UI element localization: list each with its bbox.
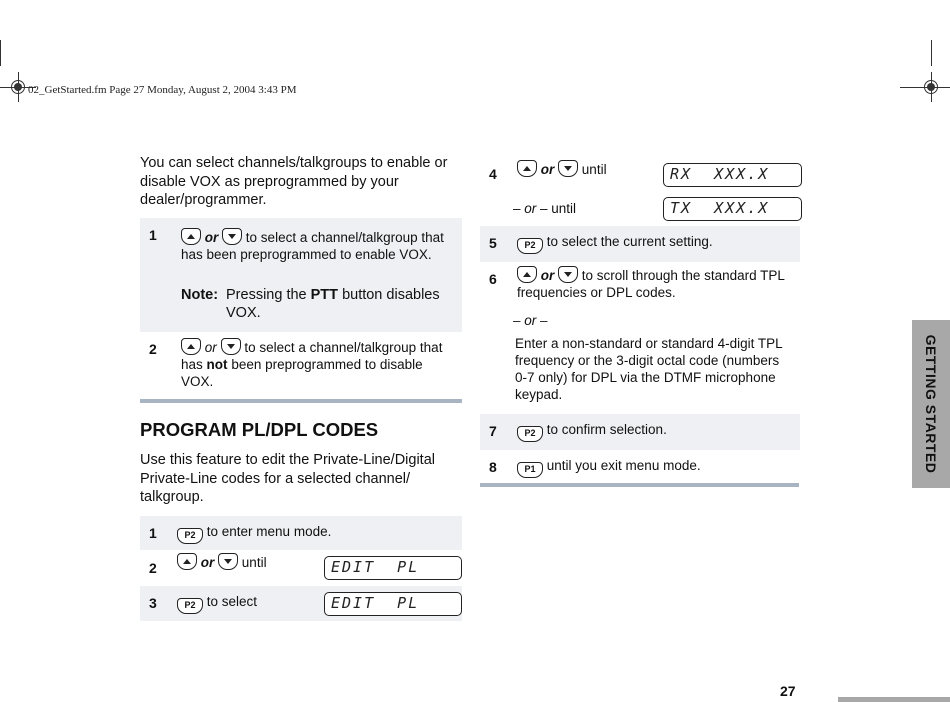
step-number: 1 [149,227,157,243]
step-text: P2 to enter menu mode. [177,523,457,544]
footer-bar [838,697,950,702]
down-arrow-button-icon [558,266,578,283]
top-rule-left [0,40,1,66]
p2-button-icon: P2 [517,426,543,442]
crop-mark-icon [900,72,950,102]
page-number: 27 [780,683,796,699]
alt-text-2: Enter a non-standard or standard 4-digit TPL frequency or the 3-digit octal code (numbers 0-7 only) for DPL via the DTMF microphone keypad. [515,336,783,402]
up-arrow-button-icon [177,553,197,570]
step-text: P2 to confirm selection. [517,421,797,442]
step-text: or to select a channel/talkgroup that has been preprogrammed to enable VOX. [181,230,444,262]
step-number: 8 [489,459,497,475]
step-number: 5 [489,235,497,251]
vox-step-2 [140,332,462,400]
side-tab-label: GETTING STARTED [923,334,939,474]
up-arrow-button-icon [181,338,201,355]
down-arrow-button-icon [558,160,578,177]
program-step-2 [140,550,462,586]
section-rule [480,483,799,487]
down-arrow-button-icon [218,553,238,570]
section-title: PROGRAM PL/DPL CODES [140,419,379,440]
top-rule-right [931,40,932,66]
step-number: 1 [149,525,157,541]
step-number: 3 [149,595,157,611]
display-readout: EDIT PL [324,592,462,616]
file-header: 02_GetStarted.fm Page 27 Monday, August 2, 2004 3:43 PM [28,84,297,96]
step-number: 6 [489,271,497,287]
step-text: or to select a channel/talkgroup that has not been preprogrammed to disable VOX. [181,340,443,389]
program-step-3 [140,586,462,621]
step-7 [480,414,800,450]
vox-intro: You can select channels/talkgroups to enable or disable VOX as preprogrammed by your dealer/programmer. [140,155,448,208]
step-4 [480,154,800,226]
display-readout: EDIT PL [324,556,462,580]
step-text: or to scroll through the standard TPL frequencies or DPL codes. [517,268,785,300]
step-text: P1 until you exit menu mode. [517,457,797,478]
p1-button-icon: P1 [517,462,543,478]
down-arrow-button-icon [222,228,242,245]
p2-button-icon: P2 [177,528,203,544]
program-step-1 [140,516,462,550]
step-5 [480,226,800,262]
step-number: 2 [149,341,157,357]
alt-text: – or – [513,313,548,328]
section-rule [140,399,462,403]
step-number: 2 [149,560,157,576]
alt-text: – or – until [513,201,577,216]
down-arrow-button-icon [221,338,241,355]
p2-button-icon: P2 [517,238,543,254]
step-text: P2 to select [177,593,327,614]
step-text: P2 to select the current setting. [517,233,797,254]
step-text: or until [517,160,667,178]
side-tab [912,320,950,488]
up-arrow-button-icon [517,160,537,177]
step-6 [480,262,800,414]
program-intro: Use this feature to edit the Private-Line/Digital Private-Line codes for a selected channel/ talkgroup. [140,452,435,505]
step-number: 4 [489,166,497,182]
p2-button-icon: P2 [177,598,203,614]
step-number: 7 [489,423,497,439]
up-arrow-button-icon [517,266,537,283]
step-text: or until [177,553,327,571]
vox-step-1: 1 or to select a channel/talkgroup that has been preprogrammed to enable VOX. Note: Pressing the PTT button disables VOX. [140,218,462,332]
step-8 [480,450,800,484]
tx-display-readout: TX XXX.X [663,197,802,221]
up-arrow-button-icon [181,228,201,245]
rx-display-readout: RX XXX.X [663,163,802,187]
